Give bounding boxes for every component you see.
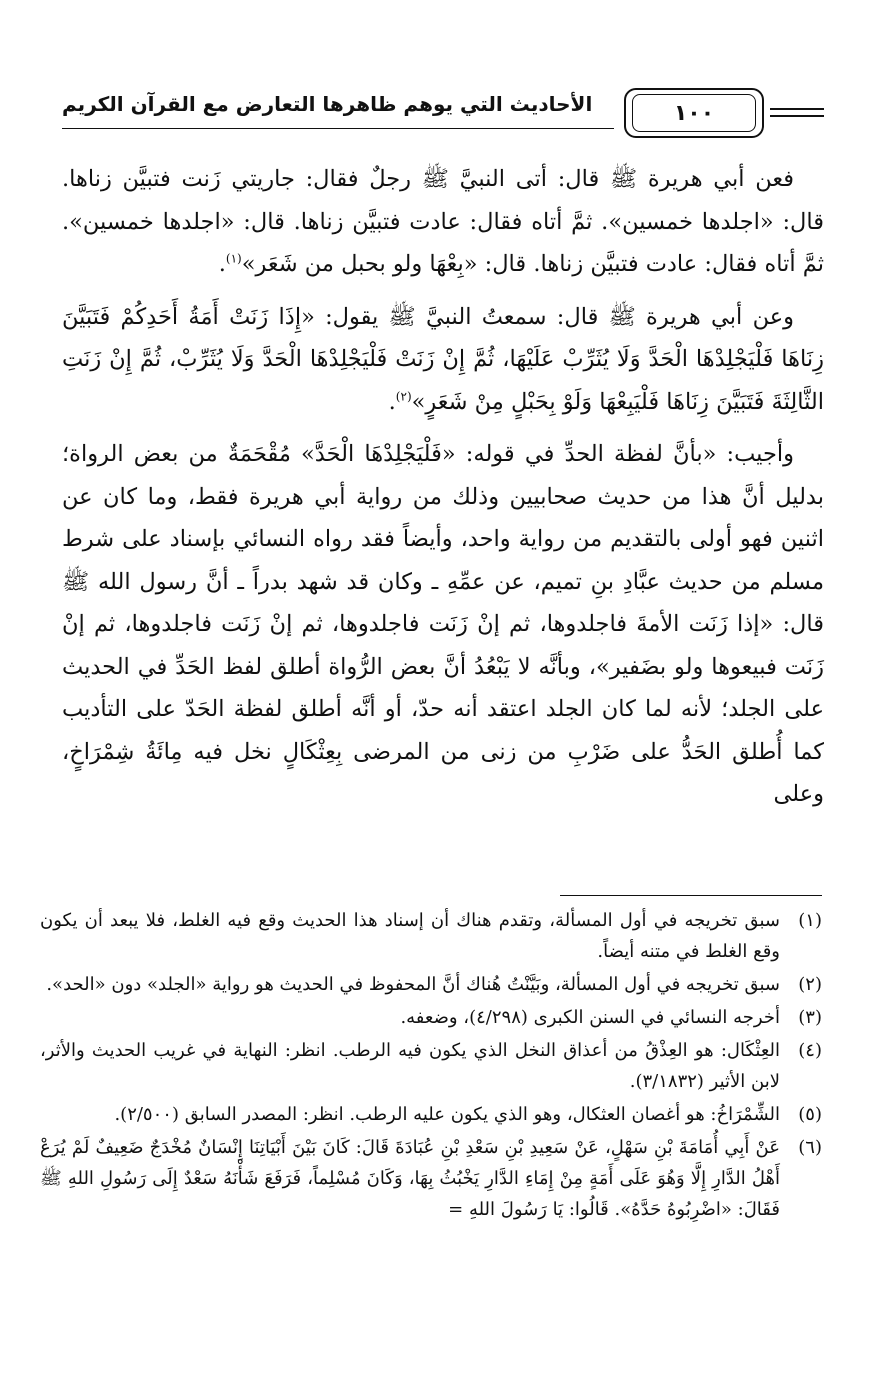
header-rule — [62, 128, 614, 129]
page-header — [62, 88, 824, 144]
main-text — [62, 158, 824, 826]
footnote-5: (٥) الشِّمْرَاخُ: هو أغصان العثكال، وهو الذي يكون عليه الرطب. انظر: المصدر السابق (٢/٥٠٠). — [114, 1104, 822, 1125]
footnote-4: (٤) العِثْكَال: هو العِذْقُ من أعذاق النخل الذي يكون فيه الرطب. انظر: النهاية في غريب الحديث والأثر، لابن الأثير (٣/١٨٣٢). — [40, 1040, 822, 1092]
footnote-ref-1: (١) — [225, 251, 242, 266]
page-number: ١٠٠ — [632, 94, 756, 132]
footnote-6: (٦) عَنْ أَبِي أُمَامَةَ بْنِ سَهْلٍ، عَنْ سَعِيدِ بْنِ سَعْدِ بْنِ عُبَادَةَ قَالَ: كَانَ بَيْنَ أَبْيَاتِنَا إِنْسَانٌ مُخْدَجٌ ضَعِيفٌ لَمْ يُرَعْ أَهْلُ الدَّارِ إِلَّا وَهُوَ عَلَى أَمَةٍ مِنْ إِمَاءِ الدَّارِ يَخْبُثُ بِهَا، وَكَانَ مُسْلِماً، فَرَفَعَ شَأْنَهُ سَعْدٌ إِلَى رَسُولِ اللهِ ﷺ فَقَالَ: «اضْرِبُوهُ حَدَّهُ». قَالُوا: يَا رَسُولَ اللهِ = — [40, 1137, 822, 1220]
footnote-1: (١) سبق تخريجه في أول المسألة، وتقدم هناك أن إسناد هذا الحديث وقع فيه الغلط، فلا يبعد أن يكون وقع الغلط في متنه أيضاً. — [40, 910, 822, 962]
paragraph-2: وعن أبي هريرة ﷺ قال: سمعتُ النبيَّ ﷺ يقول: «إِذَا زَنَتْ أَمَةُ أَحَدِكُمْ فَتَبَيَّنَ زِنَاهَا فَلْيَجْلِدْهَا الْحَدَّ وَلَا يُثَرِّبْ عَلَيْهَا، ثُمَّ إِنْ زَنَتْ فَلْيَجْلِدْهَا الْحَدَّ وَلَا يُثَرِّبْ، ثُمَّ إِنْ زَنَتِ الثَّالِثَةَ فَتَبَيَّنَ زِنَاهَا فَلْيَبِعْهَا وَلَوْ بِحَبْلٍ مِنْ شَعَرٍ»$^{(٢)}$. — [62, 303, 824, 415]
footnotes — [40, 905, 822, 1227]
paragraph-3: وأجيب: «بأنَّ لفظة الحدِّ في قوله: «فَلْيَجْلِدْهَا الْحَدَّ» مُقْحَمَةٌ من بعض الرواة؛ بدليل أنَّ هذا من حديث صحابيين وذلك من رواية أبي هريرة فقط، وما كان عن اثنين فهو أولى بالتقديم من رواية واحد، وأيضاً فقد رواه النسائي بإسناد على شرط مسلم من حديث عبَّادِ بنِ تميم، عن عمِّهِ ـ وكان قد شهد بدراً ـ أنَّ رسول الله ﷺ قال: «إذا زَنَت الأمةَ فاجلدوها، ثم إنْ زَنَت فاجلدوها، ثم إنْ زَنَت فاجلدوها، ثم إنْ زَنَت فبيعوها ولو بضَفير»، وبأنَّه لا يَبْعُدُ أنَّ بعض الرُّواة أطلق لفظ الحَدِّ في الحديث على الجلد؛ لأنه لما كان الجلد اعتقد أنه حدّ، أو أنَّه أطلق لفظة الحَدّ على التأديب كما أُطلق الحَدُّ على ضَرْبِ من زنى من المرضى بِعِثْكَالٍ نخل فيه مِائَةُ شِمْرَاخٍ، وعلى — [62, 441, 824, 807]
page-number-frame — [624, 88, 764, 138]
footnote-2: (٢) سبق تخريجه في أول المسألة، وبَيَّنْتُ هُناك أنَّ المحفوظ في الحديث هو رواية «الجلد» دون «الحد». — [46, 974, 822, 995]
footnote-3: (٣) أخرجه النسائي في السنن الكبرى (٤/٢٩٨)، وضعفه. — [400, 1007, 822, 1028]
footnote-separator — [560, 895, 822, 896]
running-title: الأحاديث التي يوهم ظاهرها التعارض مع القرآن الكريم — [62, 92, 593, 116]
footnote-ref-2: (٢) — [395, 389, 412, 403]
header-ornament-lines — [770, 108, 824, 120]
paragraph-1: فعن أبي هريرة ﷺ قال: أتى النبيَّ ﷺ رجلٌ فقال: جاريتي زَنت فتبيَّن زناها. قال: «اجلدها خمسين». ثمَّ أتاه فقال: عادت فتبيَّن زناها. قال: «اجلدها خمسين». ثمَّ أتاه فقال: عادت فتبيَّن زناها. قال: «بِعْهَا ولو بحبل من شَعَر»$^{(١)}$. — [62, 166, 824, 277]
